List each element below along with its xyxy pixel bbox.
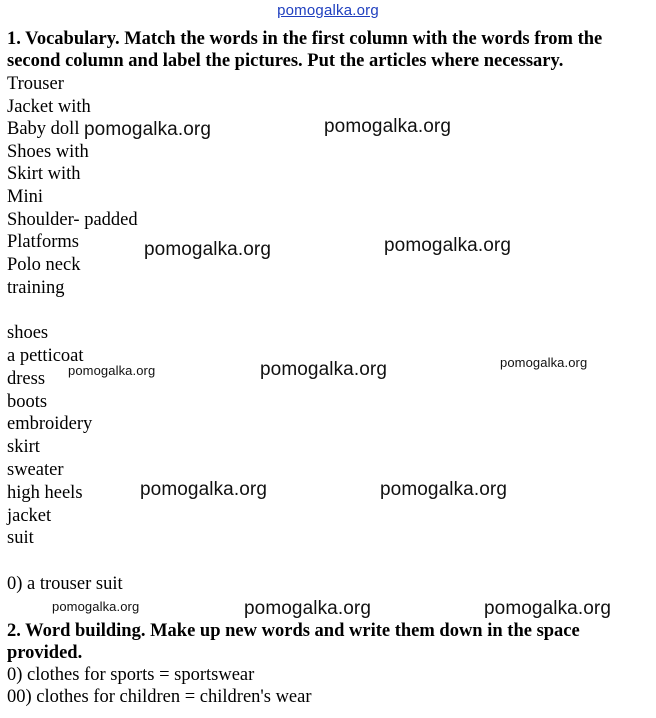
- watermark: pomogalka.org: [500, 355, 588, 370]
- column1-word: Baby doll: [7, 119, 80, 139]
- site-watermark-link[interactable]: pomogalka.org: [277, 2, 379, 19]
- column1-word: Platforms: [7, 232, 79, 252]
- column1-word: Trouser: [7, 74, 64, 94]
- watermark: pomogalka.org: [140, 479, 267, 500]
- watermark: pomogalka.org: [384, 235, 511, 256]
- watermark: pomogalka.org: [84, 119, 211, 140]
- task1-example: 0) a trouser suit: [7, 574, 123, 594]
- column1-word: training: [7, 278, 65, 298]
- column1-word: Jacket with: [7, 97, 91, 117]
- column2-word: shoes: [7, 323, 49, 343]
- column2-word: embroidery: [7, 414, 93, 434]
- column1-word: Shoes with: [7, 142, 89, 162]
- column2-word: sweater: [7, 460, 64, 480]
- task2-example: 0) clothes for sports = sportswear: [7, 665, 255, 685]
- watermark: pomogalka.org: [68, 363, 156, 378]
- column2-word: skirt: [7, 437, 40, 457]
- task1-heading: 1. Vocabulary. Match the words in the first column with the words from the second column and label the pictures. Put the articles where necessary.: [7, 29, 603, 71]
- column2-word: high heels: [7, 483, 83, 503]
- column1-word: Shoulder- padded: [7, 210, 138, 230]
- watermark: pomogalka.org: [260, 359, 387, 380]
- task2-example: 00) clothes for children = children's wear: [7, 687, 312, 707]
- column2-word: dress: [7, 369, 46, 389]
- column2-word: jacket: [7, 506, 52, 526]
- watermark: pomogalka.org: [484, 598, 611, 619]
- column1-word: Polo neck: [7, 255, 81, 275]
- task2-heading: 2. Word building. Make up new words and write them down in the space provided.: [7, 621, 580, 663]
- watermark: pomogalka.org: [144, 239, 271, 260]
- column1-word: Mini: [7, 187, 43, 207]
- watermark: pomogalka.org: [324, 116, 451, 137]
- watermark: pomogalka.org: [244, 598, 371, 619]
- column1-word: Skirt with: [7, 164, 81, 184]
- column2-word: a petticoat: [7, 346, 84, 366]
- column2-word: boots: [7, 392, 48, 412]
- watermark: pomogalka.org: [52, 599, 140, 614]
- watermark: pomogalka.org: [380, 479, 507, 500]
- column2-word: suit: [7, 528, 34, 548]
